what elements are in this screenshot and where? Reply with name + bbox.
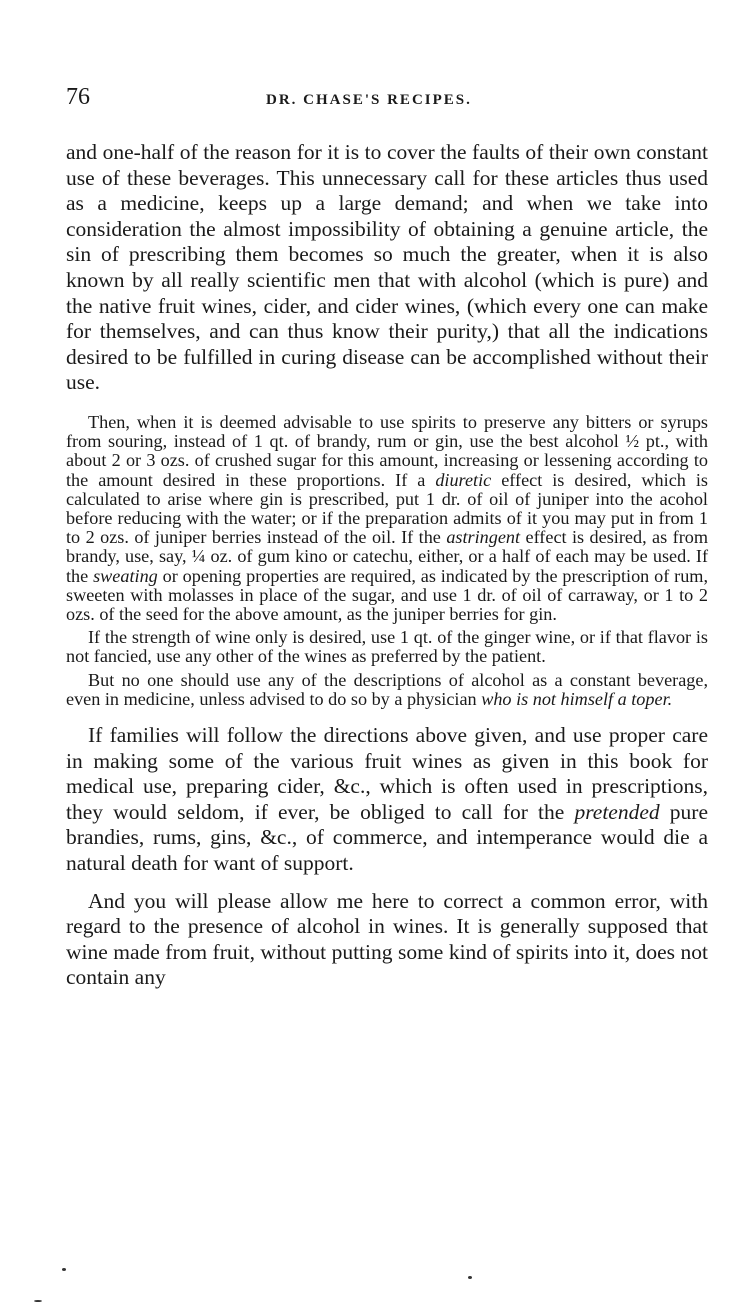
paragraph-2-italic-astringent: astringent xyxy=(446,527,521,548)
paragraph-5-text-b: pure brandies, rums, gins, &c., of commerce, and intemperance would die a natural death for want of support. xyxy=(66,799,708,875)
paragraph-2-text-a: Then, when it is deemed advisable to use spirits to preserve any bitters or syrups from souring, instead of 1 qt. of brandy, rum or gin, use the best alcohol ½ pt., with about 2 or 3 ozs. of crushed sugar for this amount, increasing or lessening according to the amount desired in these proportions. If a xyxy=(66,411,708,490)
page-body xyxy=(66,140,708,991)
paragraph-2 xyxy=(66,413,708,624)
paragraph-2-text-b: effect is desired, which is calculated to arise where gin is prescribed, put 1 dr. of oil of juniper into the acohol before reducing with the water; or if the preparation admits of it you may put in from 1 to 2 ozs. of juniper berries instead of the oil. If the xyxy=(66,469,708,548)
running-head: DR. CHASE'S RECIPES. xyxy=(266,92,472,108)
page-header xyxy=(66,84,696,114)
paper-speck xyxy=(468,1276,472,1279)
page-number: 76 xyxy=(66,84,90,110)
paragraph-2-italic-sweating: sweating xyxy=(93,565,158,586)
paragraph-3: If the strength of wine only is desired, use 1 qt. of the ginger wine, or if that flavor is not fancied, use any other of the wines as preferred by the patient. xyxy=(66,627,708,667)
paragraph-2-text-c: effect is desired, as from brandy, use, say, ¼ oz. of gum kino or catechu, either, or a half of each may be used. If the xyxy=(66,527,708,586)
paragraph-5 xyxy=(66,723,708,877)
paragraph-4-italic: who is not himself a toper. xyxy=(481,688,673,709)
paragraph-1: and one-half of the reason for it is to cover the faults of their own constant use of these beverages. This unnecessary call for these articles thus used as a medicine, keeps up a large demand; and when we take into consideration the almost impossibility of obtaining a genuine article, the sin of prescribing them becomes so much the greater, when it is also known by all really scientific men that with alcohol (which is pure) and the native fruit wines, cider, and cider wines, (which every one can make for themselves, and can thus know their purity,) that all the indications desired to be fulfilled in curing disease can be accomplished without their use. xyxy=(66,140,708,395)
paragraph-4 xyxy=(66,671,708,709)
paragraph-2-italic-diuretic: diuretic xyxy=(435,469,492,490)
paragraph-5-italic-pretended: pretended xyxy=(574,799,660,824)
paragraph-4-text: But no one should use any of the descriptions of alcohol as a constant beverage, even in medicine, unless advised to do so by a physician xyxy=(66,669,708,709)
paragraph-2-text-d: or opening properties are required, as indicated by the prescription of rum, sweeten with molasses in place of the sugar, and use 1 dr. of oil of carraway, or 1 to 2 ozs. of the seed for the above amount, as the juniper berries for gin. xyxy=(66,565,708,624)
paper-speck xyxy=(34,1300,42,1302)
paragraph-5-text-a: If families will follow the directions above given, and use proper care in making some of the various fruit wines as given in this book for medical use, preparing cider, &c., which is often used in prescriptions, they would seldom, if ever, be obliged to call for the xyxy=(66,722,708,824)
paper-speck xyxy=(62,1268,66,1271)
paragraph-6: And you will please allow me here to correct a common error, with regard to the presence of alcohol in wines. It is generally supposed that wine made from fruit, without putting some kind of spirits into it, does not contain any xyxy=(66,888,708,990)
